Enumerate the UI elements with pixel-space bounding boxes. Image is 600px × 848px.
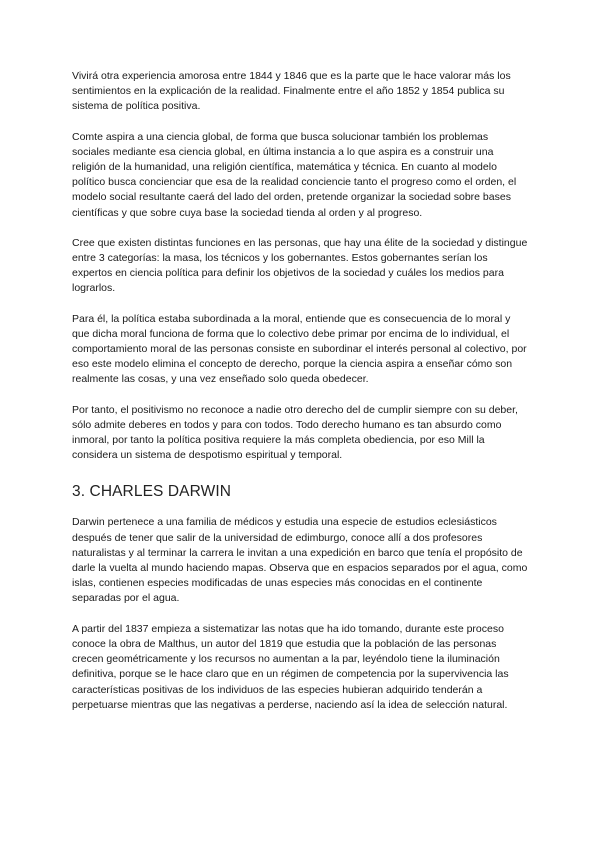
document-body [72,69,528,728]
paragraph-comte-ciencia-global: Comte aspira a una ciencia global, de forma que busca solucionar también los problemas sociales mediante esa ciencia global, en última instancia a lo que aspira es a construir una religión de la humanidad, una religión científica, matemática y técnica. En cuanto al modelo político busca concienciar que esa de la realidad conciencie tanto el progreso como el orden, el modelo social resultante caerá del lado del orden, pretende organizar la sociedad sobre bases científicas y que sobre cuya base la sociedad tienda al orden y al progreso. [72,130,517,219]
paragraph-politica-moral: Para él, la política estaba subordinada a la moral, entiende que es consecuencia de lo moral y que dicha moral funciona de forma que lo colectivo debe primar por encima de lo individual, el comportamiento moral de las personas consiste en subordinar el interés personal al colectivo, por eso este modelo elimina el concepto de derecho, porque la ciencia aspira a enseñar cómo son realmente las cosas, y una vez enseñado solo queda obedecer. [72,312,527,386]
paragraph-darwin-malthus: A partir del 1837 empieza a sistematizar las notas que ha ido tomando, durante este proceso conoce la obra de Malthus, un autor del 1819 que estudia que la población de las personas crecen geométricamente y los recursos no aumentan a la par, leyéndolo tiene la iluminación definitiva, porque se le hace claro que en un régimen de competencia por la supervivencia las características positivas de los individuos de las especies hubieran adquirido tenderán a perpetuarse mientras que las negativas a perderse, naciendo así la idea de selección natural. [72,622,509,711]
paragraph-positivismo: Por tanto, el positivismo no reconoce a nadie otro derecho del de cumplir siempre con su deber, sólo admite deberes en todos y para con todos. Todo derecho humano es tan absurdo como inmoral, por tanto la política positiva requiere la más completa obediencia, por eso Mill la considera un sistema de despotismo espiritual y temporal. [72,403,518,462]
paragraph-funciones-personas: Cree que existen distintas funciones en las personas, que hay una élite de la sociedad y distingue entre 3 categorías: la masa, los técnicos y los gobernantes. Estos gobernantes serían los expertos en ciencia política para definir los objetivos de la sociedad y cuáles los medios para lograrlos. [72,236,528,295]
section-heading-darwin: 3. CHARLES DARWIN [72,483,232,501]
paragraph-vivira: Vivirá otra experiencia amorosa entre 1844 y 1846 que es la parte que le hace valorar más los sentimientos en la explicación de la realidad. Finalmente entre el año 1852 y 1854 publica su sistema de política positiva. [72,70,511,113]
paragraph-darwin-familia: Darwin pertenece a una familia de médicos y estudia una especie de estudios eclesiásticos después de tener que salir de la universidad de edimburgo, conoce allí a dos profesores naturalistas y al terminar la carrera le invitan a una expedición en barco que tenía el propósito de darle la vuelta al mundo haciendo mapas. Observa que en espacios separados por el agua, como islas, contienen especies modificadas de unas especies más conocidas en el continente separadas por el agua. [72,516,528,605]
